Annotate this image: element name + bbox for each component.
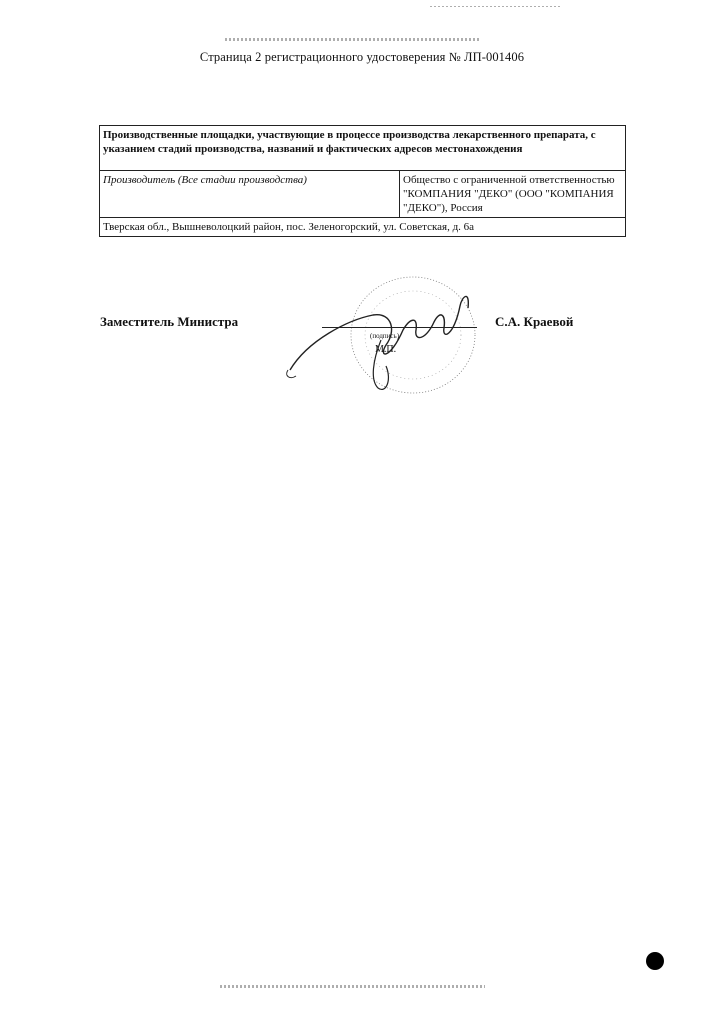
signature-caption: (подпись)	[370, 332, 400, 340]
table-heading-cell: Производственные площадки, участвующие в процессе производства лекарственного препарата, с указанием стадий производства, названий и фактических адресов местонахождения	[100, 126, 626, 171]
official-seal-stamp	[278, 270, 508, 415]
seal-mark: М.П.	[375, 344, 397, 355]
signature-block	[0, 270, 724, 420]
scan-artifact-top	[225, 38, 480, 41]
signatory-title: Заместитель Министра	[100, 314, 239, 329]
scan-artifact-bottom	[220, 985, 485, 988]
producer-role-cell: Производитель (Все стадии производства)	[100, 171, 400, 218]
table-header-row	[100, 126, 626, 171]
corner-dot-mark	[646, 952, 664, 970]
producer-name-cell: Общество с ограниченной ответственностью "КОМПАНИЯ "ДЕКО" (ООО "КОМПАНИЯ "ДЕКО"), Россия	[400, 171, 626, 218]
signature-line	[322, 327, 477, 328]
table-row	[100, 171, 626, 218]
producer-address-cell: Тверская обл., Вышневолоцкий район, пос. Зеленогорский, ул. Советская, д. 6а	[100, 218, 626, 237]
page-title: Страница 2 регистрационного удостоверения № ЛП-001406	[199, 50, 525, 64]
table-row	[100, 218, 626, 237]
signatory-name: С.А. Краевой	[495, 314, 574, 329]
scan-artifact-top-right	[430, 6, 560, 7]
production-sites-table	[99, 125, 626, 237]
